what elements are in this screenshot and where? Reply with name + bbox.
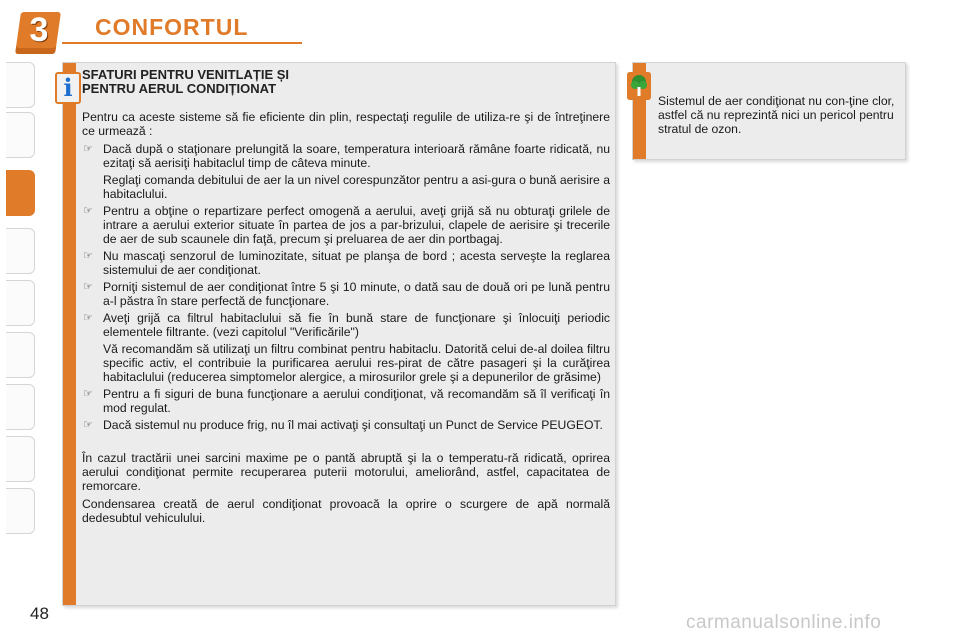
panel-title	[82, 68, 602, 96]
list-item-text: Pentru a obţine o repartizare perfect omogenă a aerului, aveţi grijă să nu obturaţi grilele de intrare a aerului exterior situate în partea de jos a par-brizului, clapele de aerisire şi trecerile de aer de sub scaunele din faţă, precum şi preluarea de aer din portbagaj.	[103, 204, 610, 246]
list-item-text: Dacă după o staţionare prelungită la soare, temperatura interioară rămâne foarte ridicată, nu ezitaţi să aerisiţi habitaclul timp de câteva minute.	[103, 142, 610, 170]
panel-body	[82, 110, 610, 529]
spacer	[82, 435, 610, 451]
side-tab[interactable]	[6, 112, 35, 158]
page-title: CONFORTUL	[95, 14, 249, 40]
chapter-number: 3	[29, 11, 49, 49]
closing-paragraph: În cazul tractării unei sarcini maxime pe o pantă abruptă şi la o temperatu-ră ridicată, oprirea aerului condiţionat permite recuperarea puterii motorului, ameliorând, astfel, capacitatea de remorcare.	[82, 451, 610, 493]
list-item	[82, 142, 610, 170]
list-item	[82, 204, 610, 246]
side-tab[interactable]	[6, 488, 35, 534]
side-tab-active[interactable]	[6, 170, 35, 216]
closing-paragraph: Condensarea creată de aerul condiţionat provoacă la oprire o scurgere de apă normală dedesubtul vehiculului.	[82, 497, 610, 525]
side-tab[interactable]	[6, 436, 35, 482]
list-item	[82, 249, 610, 277]
panel-title-line1: SFATURI PENTRU VENITLAȚIE ȘI	[82, 67, 290, 82]
pointing-hand-icon: ☞	[83, 280, 93, 293]
side-tabs	[0, 62, 42, 582]
watermark: carmanualsonline.info	[686, 612, 882, 633]
list-item-note: Vă recomandăm să utilizaţi un filtru combinat pentru habitaclu. Datorită celui de-al doilea filtru specific activ, el contribuie la purificarea aerului res-pirat de către pasageri şi la curăţirea habitaclului (reducerea simptomelor alergice, a mirosurilor grele şi a depunerilor de grăsime)	[103, 342, 610, 384]
header	[0, 0, 960, 56]
side-tab[interactable]	[6, 62, 35, 108]
list-item-text: Dacă sistemul nu produce frig, nu îl mai activaţi şi consultaţi un Punct de Service PEUGEOT.	[103, 418, 603, 432]
side-tab[interactable]	[6, 384, 35, 430]
page-number: 48	[30, 604, 49, 623]
list-item-text: Aveţi grijă ca filtrul habitaclului să fie în bună stare de funcţionare şi înlocuiţi periodic elementele filtrante. (vezi capitolul "Verificările")	[103, 311, 610, 339]
pointing-hand-icon: ☞	[83, 311, 93, 324]
header-divider	[62, 42, 302, 44]
side-tab[interactable]	[6, 332, 35, 378]
list-item-text: Pentru a fi siguri de buna funcţionare a aerului condiţionat, vă recomandăm să îl verificaţi în mod regulat.	[103, 387, 610, 415]
side-tab[interactable]	[6, 280, 35, 326]
pointing-hand-icon: ☞	[83, 387, 93, 400]
side-tab[interactable]	[6, 228, 35, 274]
pointing-hand-icon: ☞	[83, 249, 93, 262]
pointing-hand-icon: ☞	[83, 142, 93, 155]
list-item	[82, 418, 610, 432]
list-item-note: Reglaţi comanda debitului de aer la un nivel corespunzător pentru a asi-gura o bună aerisire a habitaclului.	[103, 173, 610, 201]
list-item	[82, 387, 610, 415]
panel-accent-strip	[63, 63, 76, 605]
list-item	[82, 311, 610, 339]
list-item	[82, 280, 610, 308]
list-item-text: Porniţi sistemul de aer condiţionat între 5 şi 10 minute, o dată sau de două ori pe lună pentru a-l păstra în stare perfectă de funcţionare.	[103, 280, 610, 308]
panel-title-line2: PENTRU AERUL CONDIȚIONAT	[82, 81, 277, 96]
intro-paragraph: Pentru ca aceste sisteme să fie eficiente din plin, respectaţi regulile de utiliza-re şi de întreţinere ce urmează :	[82, 110, 610, 138]
pointing-hand-icon: ☞	[83, 418, 93, 431]
info-icon: i	[55, 72, 81, 104]
tree-icon	[627, 72, 651, 100]
pointing-hand-icon: ☞	[83, 204, 93, 217]
eco-note: Sistemul de aer condiţionat nu con-ţine clor, astfel că nu reprezintă nici un pericol pentru stratul de ozon.	[658, 94, 895, 136]
list-item-text: Nu mascaţi senzorul de luminozitate, situat pe planşa de bord ; acesta serveşte la reglarea sistemului de aer condiţionat.	[103, 249, 610, 277]
